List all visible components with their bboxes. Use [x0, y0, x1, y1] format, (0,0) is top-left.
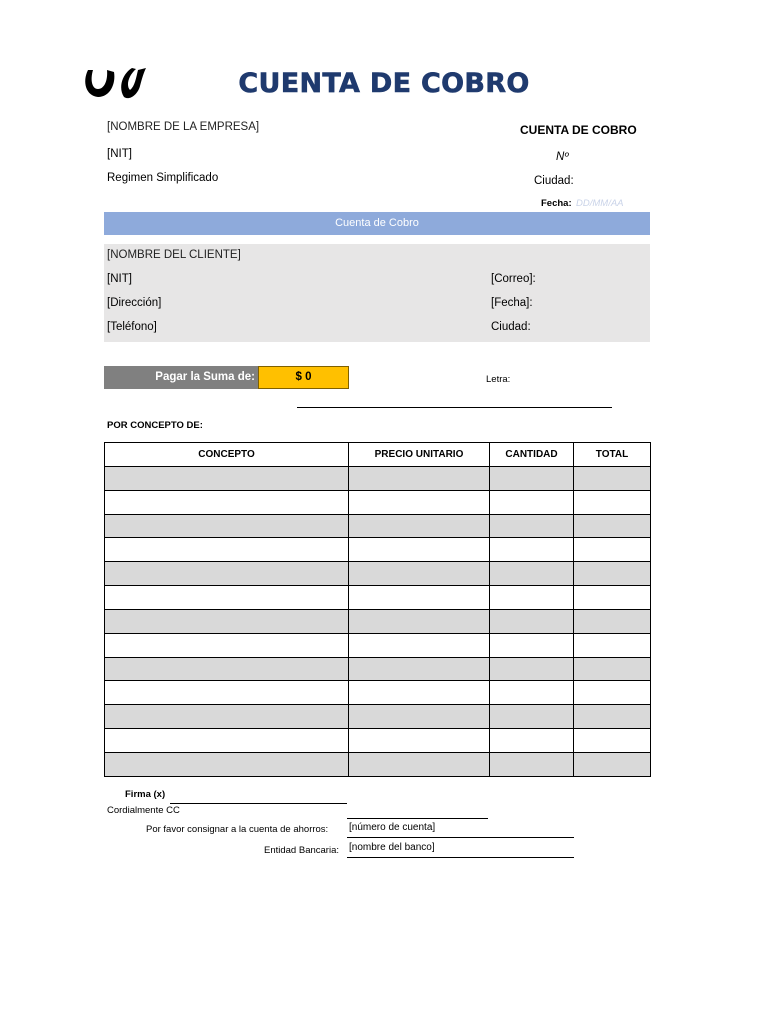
- table-row: [105, 466, 651, 490]
- unit-price-cell[interactable]: [349, 705, 490, 729]
- total-cell[interactable]: [574, 705, 651, 729]
- unit-price-cell[interactable]: [349, 609, 490, 633]
- company-name: [NOMBRE DE LA EMPRESA]: [107, 121, 260, 133]
- table-row: [105, 562, 651, 586]
- quantity-cell[interactable]: [490, 705, 574, 729]
- quantity-cell[interactable]: [490, 586, 574, 610]
- concept-cell[interactable]: [105, 490, 349, 514]
- document-title: CUENTA DE COBRO: [238, 68, 530, 99]
- unit-price-cell[interactable]: [349, 538, 490, 562]
- client-nit: [NIT]: [107, 273, 132, 285]
- concepts-table: [104, 442, 651, 777]
- total-cell[interactable]: [574, 490, 651, 514]
- company-nit: [NIT]: [107, 148, 132, 160]
- quantity-cell[interactable]: [490, 729, 574, 753]
- concept-cell[interactable]: [105, 538, 349, 562]
- client-city: Ciudad:: [491, 321, 531, 333]
- client-date: [Fecha]:: [491, 297, 533, 309]
- column-header-concept: CONCEPTO: [105, 443, 349, 467]
- table-row: [105, 586, 651, 610]
- bank-entity-label: Entidad Bancaria:: [264, 845, 339, 856]
- section-header: Cuenta de Cobro: [104, 212, 650, 235]
- table-row: [105, 657, 651, 681]
- table-row: [105, 705, 651, 729]
- bank-name-field[interactable]: [nombre del banco]: [349, 842, 435, 853]
- table-body: [105, 466, 651, 776]
- amount-in-letters-line[interactable]: [297, 407, 612, 408]
- bank-name-line: [347, 857, 574, 858]
- unit-price-cell[interactable]: [349, 490, 490, 514]
- unit-price-cell[interactable]: [349, 657, 490, 681]
- concept-cell[interactable]: [105, 752, 349, 776]
- signature-line[interactable]: [170, 803, 347, 804]
- quantity-cell[interactable]: [490, 633, 574, 657]
- concepts-heading: POR CONCEPTO DE:: [107, 420, 203, 431]
- concept-cell[interactable]: [105, 633, 349, 657]
- deposit-account-label: Por favor consignar a la cuenta de ahorros:: [146, 824, 329, 835]
- quantity-cell[interactable]: [490, 562, 574, 586]
- total-cell[interactable]: [574, 657, 651, 681]
- total-cell[interactable]: [574, 562, 651, 586]
- unit-price-cell[interactable]: [349, 633, 490, 657]
- table-row: [105, 633, 651, 657]
- total-cell[interactable]: [574, 681, 651, 705]
- concept-cell[interactable]: [105, 657, 349, 681]
- unit-price-cell[interactable]: [349, 562, 490, 586]
- invoice-number-label: Nº: [556, 151, 569, 163]
- id-number-line[interactable]: [347, 818, 488, 819]
- quantity-cell[interactable]: [490, 752, 574, 776]
- column-header-total: TOTAL: [574, 443, 651, 467]
- total-cell[interactable]: [574, 633, 651, 657]
- invoice-date-field[interactable]: DD/MM/AA: [576, 198, 624, 209]
- total-cell[interactable]: [574, 466, 651, 490]
- column-header-quantity: CANTIDAD: [490, 443, 574, 467]
- client-email: [Correo]:: [491, 273, 536, 285]
- company-regime: Regimen Simplificado: [107, 172, 219, 184]
- total-cell[interactable]: [574, 538, 651, 562]
- account-number-field[interactable]: [número de cuenta]: [349, 822, 436, 833]
- table-row: [105, 609, 651, 633]
- concept-cell[interactable]: [105, 729, 349, 753]
- column-header-unit-price: PRECIO UNITARIO: [349, 443, 490, 467]
- concept-cell[interactable]: [105, 514, 349, 538]
- total-cell[interactable]: [574, 729, 651, 753]
- unit-price-cell[interactable]: [349, 681, 490, 705]
- concept-cell[interactable]: [105, 586, 349, 610]
- unit-price-cell[interactable]: [349, 752, 490, 776]
- quantity-cell[interactable]: [490, 538, 574, 562]
- table-header-row: [105, 443, 651, 467]
- closing-text: Cordialmente CC: [107, 805, 180, 816]
- client-name: [NOMBRE DEL CLIENTE]: [107, 249, 241, 261]
- quantity-cell[interactable]: [490, 657, 574, 681]
- invoice-title: CUENTA DE COBRO: [520, 123, 637, 137]
- table-row: [105, 752, 651, 776]
- quantity-cell[interactable]: [490, 490, 574, 514]
- pay-sum-label: Pagar la Suma de:: [104, 366, 258, 389]
- quantity-cell[interactable]: [490, 609, 574, 633]
- client-address: [Dirección]: [107, 297, 162, 309]
- table-row: [105, 538, 651, 562]
- concept-cell[interactable]: [105, 466, 349, 490]
- pay-sum-amount[interactable]: $ 0: [258, 366, 349, 389]
- unit-price-cell[interactable]: [349, 514, 490, 538]
- invoice-date-label: Fecha:: [541, 198, 572, 209]
- quantity-cell[interactable]: [490, 514, 574, 538]
- unit-price-cell[interactable]: [349, 729, 490, 753]
- table-row: [105, 681, 651, 705]
- client-info-box: [104, 244, 650, 342]
- client-phone: [Teléfono]: [107, 321, 157, 333]
- unit-price-cell[interactable]: [349, 586, 490, 610]
- concept-cell[interactable]: [105, 609, 349, 633]
- table-row: [105, 490, 651, 514]
- concept-cell[interactable]: [105, 681, 349, 705]
- concept-cell[interactable]: [105, 562, 349, 586]
- amount-in-letters-label: Letra:: [486, 374, 511, 385]
- account-number-line: [347, 837, 574, 838]
- total-cell[interactable]: [574, 586, 651, 610]
- quantity-cell[interactable]: [490, 681, 574, 705]
- unit-price-cell[interactable]: [349, 466, 490, 490]
- signature-label: Firma (x): [125, 789, 166, 800]
- quantity-cell[interactable]: [490, 466, 574, 490]
- total-cell[interactable]: [574, 609, 651, 633]
- table-row: [105, 514, 651, 538]
- concept-cell[interactable]: [105, 705, 349, 729]
- invoice-city-label: Ciudad:: [534, 175, 574, 187]
- table-row: [105, 729, 651, 753]
- total-cell[interactable]: [574, 514, 651, 538]
- total-cell[interactable]: [574, 752, 651, 776]
